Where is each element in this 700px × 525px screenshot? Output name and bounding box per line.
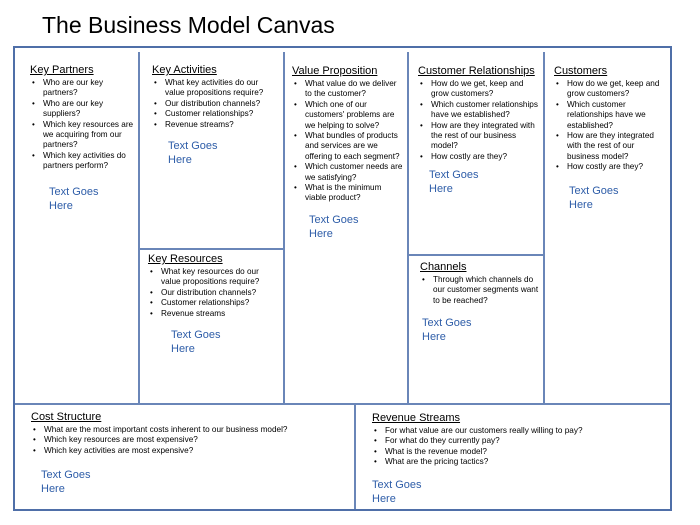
question-item: • Which customer relationships have we established? [431, 100, 540, 121]
question-item: • Revenue streams? [165, 120, 280, 130]
question-item: • Which key resources are most expensive? [44, 435, 351, 445]
question-item: • Customer relationships? [161, 298, 280, 308]
question-list [30, 78, 135, 172]
question-item: • Which customer needs are we satisfying? [305, 162, 404, 183]
question-item: • Revenue streams [161, 309, 280, 319]
question-item: • How do we get, keep and grow customers? [567, 79, 667, 100]
question-item: • What are the pricing tactics? [385, 457, 667, 467]
question-item: • How are they integrated with the rest of our business model? [431, 121, 540, 152]
block-customers [554, 65, 667, 212]
question-item: • What value do we deliver to the customer? [305, 79, 404, 100]
divider-relationships-channels [409, 254, 543, 256]
text-placeholder[interactable]: Text Goes Here [309, 213, 359, 240]
block-heading: Customer Relationships [418, 65, 535, 77]
question-list [372, 426, 667, 468]
block-heading: Key Resources [148, 253, 223, 265]
question-item: • What is the minimum viable product? [305, 183, 404, 204]
text-placeholder[interactable]: Text Goes Here [429, 169, 479, 196]
block-value-proposition [292, 65, 404, 241]
text-placeholder[interactable]: Text Goes Here [41, 469, 91, 496]
text-placeholder[interactable]: Text Goes Here [422, 317, 472, 344]
question-list [420, 275, 540, 306]
question-list [148, 267, 280, 319]
block-heading: Customers [554, 65, 608, 77]
divider-partners-activities [138, 52, 140, 403]
block-heading: Channels [420, 261, 467, 273]
text-placeholder[interactable]: Text Goes Here [569, 184, 619, 211]
text-placeholder[interactable]: Text Goes Here [168, 140, 218, 167]
block-key-partners [30, 64, 135, 213]
question-item: • Who are our key partners? [43, 78, 135, 99]
block-heading: Key Activities [152, 64, 217, 76]
question-list [152, 78, 280, 130]
block-heading: Revenue Streams [372, 412, 461, 424]
divider-value-relationships [407, 52, 409, 403]
divider-cost-revenue [354, 405, 356, 509]
question-item: • Through which channels do our customer segments want to be reached? [433, 275, 540, 306]
text-placeholder[interactable]: Text Goes Here [49, 185, 99, 212]
block-key-activities [152, 64, 280, 167]
block-cost-structure [31, 411, 351, 496]
question-list [292, 79, 404, 204]
question-item: • Which key activities are most expensive? [44, 446, 351, 456]
question-item: • Our distribution channels? [161, 288, 280, 298]
canvas-title: The Business Model Canvas [42, 12, 335, 38]
question-list [554, 79, 667, 173]
question-list [418, 79, 540, 162]
question-item: • How costly are they? [567, 162, 667, 172]
question-item: • Who are our key suppliers? [43, 99, 135, 120]
divider-relationships-customers [543, 52, 545, 403]
question-item: • For what do they currently pay? [385, 436, 667, 446]
question-item: • What are the most important costs inherent to our business model? [44, 425, 351, 435]
block-channels [420, 261, 540, 344]
question-item: • How are they integrated with the rest of our business model? [567, 131, 667, 162]
question-item: • What is the revenue model? [385, 447, 667, 457]
question-item: • For what value are our customers really willing to pay? [385, 426, 667, 436]
question-item: • Our distribution channels? [165, 99, 280, 109]
question-item: • Which one of our customers' problems are we helping to solve? [305, 100, 404, 131]
question-item: • Customer relationships? [165, 109, 280, 119]
divider-activities-value [283, 52, 285, 403]
divider-activities-resources [140, 248, 283, 250]
text-placeholder[interactable]: Text Goes Here [372, 478, 422, 505]
question-list [31, 425, 351, 456]
block-heading: Cost Structure [31, 411, 102, 423]
question-item: • What key resources do our value propositions require? [161, 267, 280, 288]
question-item: • What key activities do our value propositions require? [165, 78, 280, 99]
text-placeholder[interactable]: Text Goes Here [171, 329, 221, 356]
question-item: • How costly are they? [431, 152, 540, 162]
block-revenue-streams [372, 412, 667, 506]
question-item: • What bundles of products and services are we offering to each segment? [305, 131, 404, 162]
block-heading: Key Partners [30, 64, 94, 76]
block-heading: Value Proposition [292, 65, 378, 77]
divider-top-bottom [15, 403, 670, 405]
question-item: • Which key resources are we acquiring from our partners? [43, 120, 135, 151]
block-customer-relationships [418, 65, 540, 196]
question-item: • Which key activities do partners perform? [43, 151, 135, 172]
question-item: • Which customer relationships have we established? [567, 100, 667, 131]
question-item: • How do we get, keep and grow customers? [431, 79, 540, 100]
block-key-resources [148, 253, 280, 356]
